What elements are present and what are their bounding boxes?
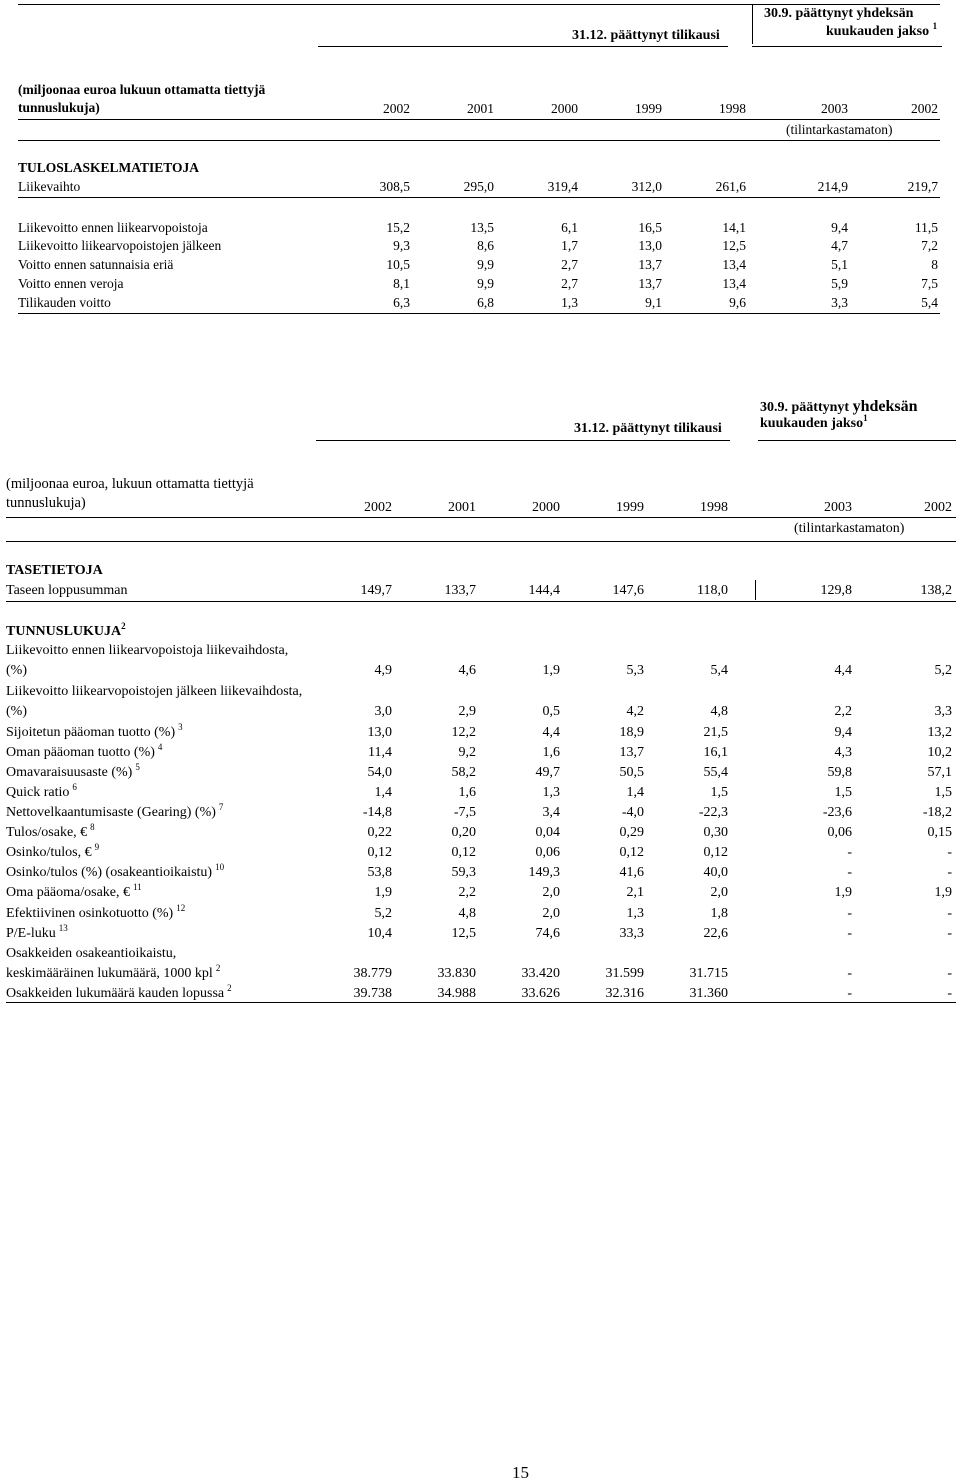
row-value: 11,4 [368, 745, 392, 760]
row-value: 13,7 [619, 745, 644, 760]
section-title-balance: TASETIETOJA [6, 563, 103, 578]
row-value: 50,5 [619, 765, 644, 780]
table-row [6, 862, 956, 882]
row-value: 0,12 [367, 845, 392, 860]
header-nine-month-underline [758, 440, 956, 441]
row-value: 1,4 [626, 785, 644, 800]
row-value: - [947, 906, 952, 921]
row-value: - [947, 986, 952, 1001]
table-row [6, 963, 956, 983]
row-value: 0,04 [535, 825, 560, 840]
row-value: 0,12 [619, 845, 644, 860]
row-value: 3,3 [934, 704, 952, 719]
table-row [6, 842, 956, 862]
row-value: -23,6 [822, 805, 852, 820]
row-value: 57,1 [927, 765, 952, 780]
row-value: 18,9 [619, 725, 644, 740]
row-value: 32.316 [605, 986, 644, 1001]
row-value: 4,3 [834, 745, 852, 760]
row-value: 5,2 [374, 906, 392, 921]
table-row: Liikevoitto ennen liikearvopoistoja 15,2 13,5 6,1 16,5 14,1 9,4 11,5 [18, 220, 938, 235]
row-value: 33.830 [437, 966, 476, 981]
header-nine-month-underline [752, 46, 942, 47]
table-row [6, 983, 956, 1003]
unit-note-line1: (miljoonaa euroa, lukuun ottamatta tiettyjä [6, 476, 254, 492]
year-col-2: 2001 [448, 500, 476, 515]
row-value: 13,2 [927, 725, 952, 740]
row-value: 1,5 [834, 785, 852, 800]
table-row [6, 663, 956, 680]
row-value: 12,5 [451, 926, 476, 941]
row-value: 1,4 [374, 785, 392, 800]
column-group-divider [752, 4, 753, 44]
row-value: 53,8 [367, 865, 392, 880]
unit-note-line2: tunnuslukuja) [18, 100, 100, 115]
table-row [6, 742, 956, 762]
row-value: 1,8 [710, 906, 728, 921]
row-label: Osakkeiden osakeantioikaistu, [6, 946, 177, 961]
table-row [6, 762, 956, 782]
row-value: - [947, 865, 952, 880]
row-value: 39.738 [353, 986, 392, 1001]
row-value: 31.715 [689, 966, 728, 981]
row-value: 2,2 [458, 885, 476, 900]
row-value: 1,3 [626, 906, 644, 921]
top-rule [18, 4, 940, 5]
row-value: 16,1 [703, 745, 728, 760]
row-label: Quick ratio $^6$ [6, 782, 77, 800]
unaudited-underline [6, 541, 956, 542]
year-col-6: 2003 [821, 101, 848, 116]
table-row [6, 822, 956, 842]
row-value: -18,2 [922, 805, 952, 820]
table-row [6, 722, 956, 742]
table-row [6, 643, 956, 660]
row-underline [6, 601, 956, 602]
row-label: Osakkeiden lukumäärä kauden lopussa $^2$ [6, 983, 232, 1001]
row-value: -4,0 [621, 805, 644, 820]
table-row [6, 903, 956, 923]
row-value: 41,6 [619, 865, 644, 880]
row-value: 1,5 [934, 785, 952, 800]
row-value: 33.420 [521, 966, 560, 981]
table-row [6, 946, 956, 963]
row-label: Efektiivinen osinkotuotto (%) $^{12}$ [6, 903, 186, 921]
year-col-5: 1998 [700, 500, 728, 515]
year-header-row [18, 101, 938, 117]
row-value: 0,12 [451, 845, 476, 860]
row-value: 33.626 [521, 986, 560, 1001]
row-value: 0,15 [927, 825, 952, 840]
row-value: 2,9 [458, 704, 476, 719]
row-value: - [947, 966, 952, 981]
table-row [6, 782, 956, 802]
row-value: 5,4 [710, 663, 728, 678]
row-value: 10,4 [367, 926, 392, 941]
row-value: 0,30 [703, 825, 728, 840]
row-label: Sijoitetun pääoman tuotto (%) $^3$ [6, 722, 183, 740]
row-label: Osinko/tulos, € $^9$ [6, 842, 100, 860]
row-value: 2,0 [710, 885, 728, 900]
row-value: 9,2 [458, 745, 476, 760]
row-value: 31.599 [605, 966, 644, 981]
row-value: 0,06 [535, 845, 560, 860]
row-label: Oman pääoman tuotto (%) $^4$ [6, 742, 163, 760]
row-value: 4,6 [458, 663, 476, 678]
row-value: 4,8 [710, 704, 728, 719]
row-value: 54,0 [367, 765, 392, 780]
year-col-5: 1998 [719, 101, 746, 116]
row-label: Nettovelkaantumisaste (Gearing) (%) $^7$ [6, 802, 224, 820]
year-col-3: 2000 [532, 500, 560, 515]
row-value: 40,0 [703, 865, 728, 880]
row-value: - [847, 865, 852, 880]
table-row: Voitto ennen satunnaisia eriä 10,5 9,9 2,7 13,7 13,4 5,1 8 [18, 257, 938, 272]
table-row [6, 802, 956, 822]
unaudited-note: (tilintarkastamaton) [794, 521, 905, 536]
year-col-1: 2002 [383, 101, 410, 116]
table-row [6, 684, 956, 701]
section-title-ratios: TUNNUSLUKUJA$^2$ [6, 621, 126, 639]
row-value: 22,6 [703, 926, 728, 941]
row-value: - [947, 845, 952, 860]
header-nine-month-line1: 30.9. päättynyt yhdeksän [764, 6, 914, 21]
table-row [6, 923, 956, 943]
year-col-4: 1999 [635, 101, 662, 116]
row-value: 2,0 [542, 885, 560, 900]
row-value: 74,6 [535, 926, 560, 941]
row-value: 59,3 [451, 865, 476, 880]
row-label: Liikevoitto liikearvopoistojen jälkeen liikevaihdosta, [6, 684, 303, 699]
row-value: 59,8 [827, 765, 852, 780]
row-value: - [947, 926, 952, 941]
row-value: 1,3 [542, 785, 560, 800]
row-label: Liikevoitto ennen liikearvopoistoja liikevaihdosta, [6, 643, 289, 658]
unaudited-note: (tilintarkastamaton) [786, 122, 893, 137]
row-value: 38.779 [353, 966, 392, 981]
table-bottom-rule [18, 313, 940, 314]
year-col-7: 2002 [924, 500, 952, 515]
row-value: - [847, 986, 852, 1001]
row-label: Osinko/tulos (%) (osakeantioikaistu) $^{10}$ [6, 862, 225, 880]
unaudited-underline [18, 140, 940, 141]
row-value: -14,8 [362, 805, 392, 820]
row-underline [18, 197, 940, 198]
header-nine-month-line1: 30.9. päättynyt yhdeksän [760, 398, 918, 415]
row-value: - [847, 845, 852, 860]
year-col-6: 2003 [824, 500, 852, 515]
row-value: 1,6 [458, 785, 476, 800]
row-value: 0,12 [703, 845, 728, 860]
unit-note-line2: tunnuslukuja) [6, 495, 86, 511]
table-bottom-rule [6, 1002, 956, 1003]
row-value: 58,2 [451, 765, 476, 780]
row-value: -7,5 [453, 805, 476, 820]
row-value: 33,3 [619, 926, 644, 941]
row-value: 3,0 [374, 704, 392, 719]
header-nine-month-line2: kuukauden jakso$^1$ [760, 413, 868, 431]
row-label: P/E-luku $^{13}$ [6, 923, 68, 941]
row-value: 5,2 [934, 663, 952, 678]
row-value: 34.988 [437, 986, 476, 1001]
row-value: 0,06 [827, 825, 852, 840]
table-row: Liikevaihto 308,5 295,0 319,4 312,0 261,6 214,9 219,7 [18, 179, 938, 194]
row-value: 1,6 [542, 745, 560, 760]
row-value: 5,3 [626, 663, 644, 678]
table-row: Liikevoitto liikearvopoistojen jälkeen 9,3 8,6 1,7 13,0 12,5 4,7 7,2 [18, 238, 938, 253]
row-value: 149,3 [528, 865, 560, 880]
row-value: 3,4 [542, 805, 560, 820]
row-value: 9,4 [834, 725, 852, 740]
row-value: 0,20 [451, 825, 476, 840]
row-value: 2,0 [542, 906, 560, 921]
row-value: 4,2 [626, 704, 644, 719]
header-fiscal-period: 31.12. päättynyt tilikausi [572, 28, 720, 43]
row-value: 0,29 [619, 825, 644, 840]
header-nine-month-line2: kuukauden jakso $^1$ [826, 21, 938, 39]
row-label: (%) [6, 663, 27, 678]
row-value: 1,5 [710, 785, 728, 800]
row-value: 21,5 [703, 725, 728, 740]
year-row-underline [6, 517, 956, 518]
row-value: 2,2 [834, 704, 852, 719]
row-value: 55,4 [703, 765, 728, 780]
page-number: 15 [512, 1463, 529, 1482]
table-row [6, 704, 956, 721]
year-header-row [6, 500, 956, 517]
row-value: -22,3 [698, 805, 728, 820]
table-row [6, 882, 956, 902]
row-label: (%) [6, 704, 27, 719]
row-value: 4,9 [374, 663, 392, 678]
table-row: Voitto ennen veroja 8,1 9,9 2,7 13,7 13,4 5,9 7,5 [18, 276, 938, 291]
year-col-1: 2002 [364, 500, 392, 515]
row-value: 49,7 [535, 765, 560, 780]
row-value: 1,9 [934, 885, 952, 900]
row-value: - [847, 906, 852, 921]
row-value: - [847, 926, 852, 941]
table-row: Tilikauden voitto 6,3 6,8 1,3 9,1 9,6 3,3 5,4 [18, 295, 938, 310]
year-row-underline [18, 119, 940, 120]
row-value: 4,4 [542, 725, 560, 740]
year-col-2: 2001 [467, 101, 494, 116]
row-value: 13,0 [367, 725, 392, 740]
row-value: 2,1 [626, 885, 644, 900]
table-row: Taseen loppusumman 149,7 133,7 144,4 147,6 118,0 129,8 138,2 [6, 583, 952, 598]
row-value: 0,22 [367, 825, 392, 840]
row-value: 0,5 [542, 704, 560, 719]
row-value: - [847, 966, 852, 981]
row-label: keskimääräinen lukumäärä, 1000 kpl $^2$ [6, 963, 221, 981]
row-value: 12,2 [451, 725, 476, 740]
year-col-7: 2002 [911, 101, 938, 116]
row-value: 31.360 [689, 986, 728, 1001]
row-label: Oma pääoma/osake, € $^{11}$ [6, 882, 142, 900]
row-value: 4,8 [458, 906, 476, 921]
row-value: 1,9 [542, 663, 560, 678]
header-fiscal-period: 31.12. päättynyt tilikausi [574, 421, 722, 436]
row-label: Omavaraisuusaste (%) $^5$ [6, 762, 140, 780]
section-title-income: TULOSLASKELMATIETOJA [18, 160, 200, 175]
year-col-3: 2000 [551, 101, 578, 116]
row-value: 4,4 [834, 663, 852, 678]
header-fiscal-underline [318, 46, 728, 47]
row-value: 1,9 [374, 885, 392, 900]
header-fiscal-underline [316, 440, 730, 441]
row-label: Tulos/osake, € $^8$ [6, 822, 95, 840]
row-value: 1,9 [834, 885, 852, 900]
unit-note-line1: (miljoonaa euroa lukuun ottamatta tiettyjä [18, 82, 266, 97]
year-col-4: 1999 [616, 500, 644, 515]
row-value: 10,2 [927, 745, 952, 760]
